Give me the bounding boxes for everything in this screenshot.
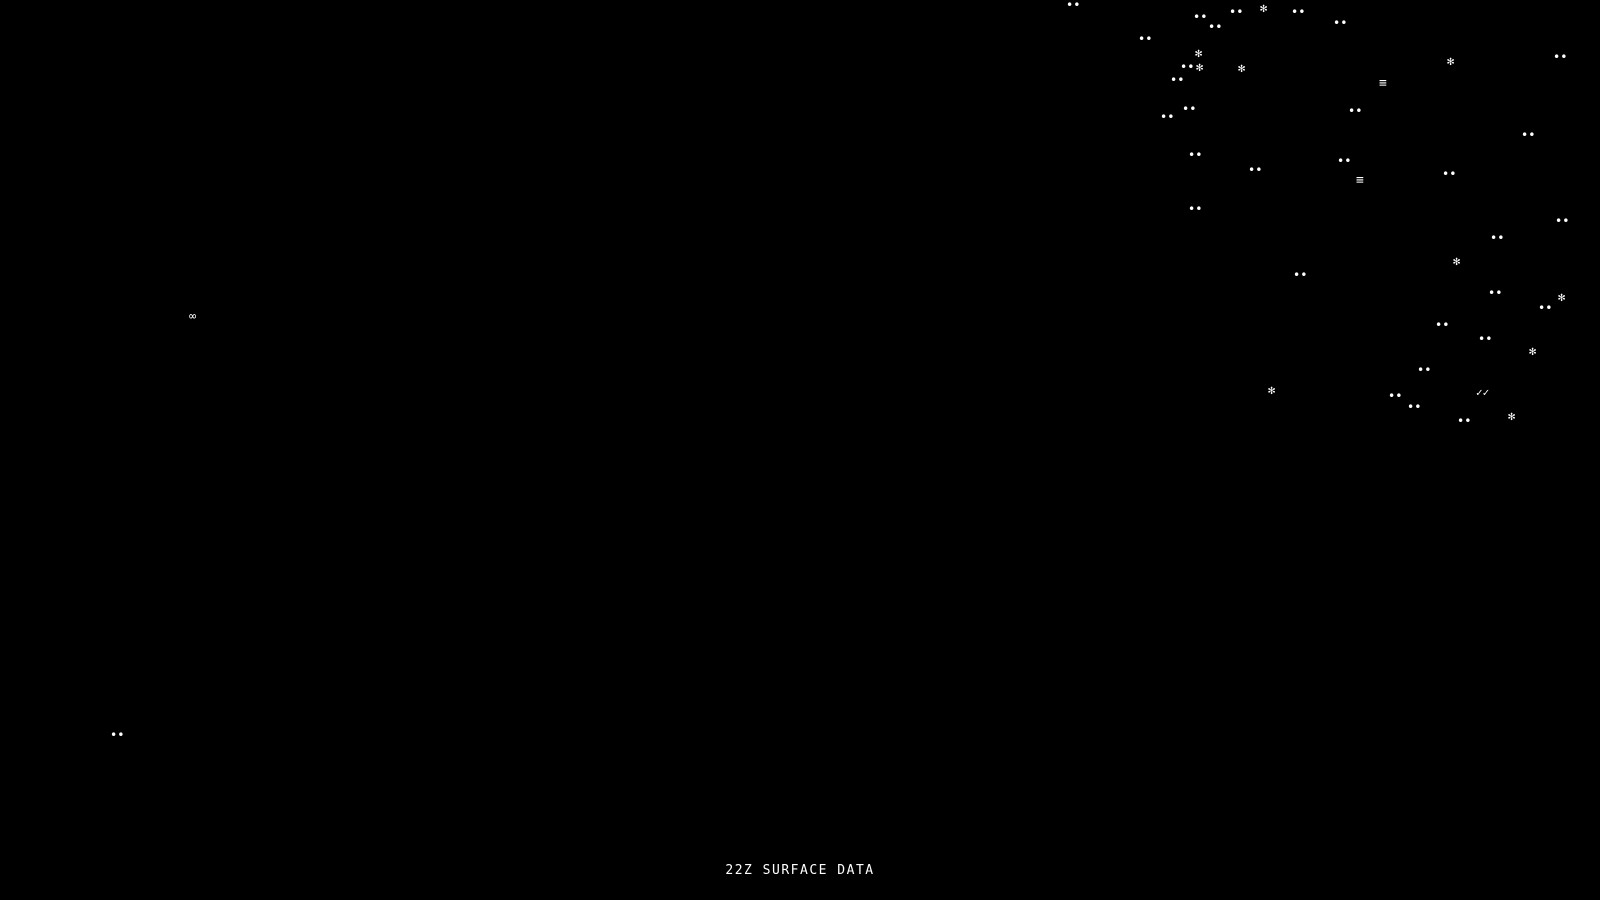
- station-rain-11: ••: [1348, 104, 1363, 118]
- station-rain-7: ••: [1138, 32, 1153, 46]
- station-rain-17: ••: [1248, 163, 1263, 177]
- station-rain-5: ••: [1291, 5, 1306, 19]
- station-snow-8: ✻: [1529, 344, 1537, 358]
- station-rain-29: ••: [1407, 400, 1422, 414]
- station-snow-2: ✻: [1195, 46, 1203, 60]
- station-rain-9: ••: [1553, 50, 1568, 64]
- station-rain-4: ••: [1229, 5, 1244, 19]
- station-rain-31: ••: [110, 728, 125, 742]
- station-rain-3: ••: [1208, 20, 1223, 34]
- station-snow-5: ✻: [1447, 54, 1455, 68]
- station-fog-1: ≡: [1379, 76, 1387, 91]
- station-rain-27: ••: [1417, 363, 1432, 377]
- station-rain-28: ••: [1388, 389, 1403, 403]
- station-rain-19: ••: [1188, 202, 1203, 216]
- station-rain-6: ••: [1333, 16, 1348, 30]
- station-rain-1: ••: [1066, 0, 1081, 12]
- station-snow-4: ✻: [1238, 61, 1246, 75]
- station-rain-16: ••: [1337, 154, 1352, 168]
- station-rain-25: ••: [1435, 318, 1450, 332]
- station-smoke-1: ✓✓: [1476, 386, 1490, 399]
- station-rain-22: ••: [1293, 268, 1308, 282]
- station-snow-10: ✻: [1508, 409, 1516, 423]
- station-rain-18: ••: [1442, 167, 1457, 181]
- station-rain-15: ••: [1188, 148, 1203, 162]
- station-rain-30: ••: [1457, 414, 1472, 428]
- station-snow-3: ✻: [1196, 60, 1204, 74]
- station-rain-24: ••: [1538, 301, 1553, 315]
- station-rain-14: ••: [1521, 128, 1536, 142]
- station-fog-2: ≡: [1356, 173, 1364, 188]
- station-rain-13: ••: [1160, 110, 1175, 124]
- station-rain-23: ••: [1488, 286, 1503, 300]
- station-snow-6: ✻: [1453, 254, 1461, 268]
- station-rain-21: ••: [1490, 231, 1505, 245]
- station-rain-26: ••: [1478, 332, 1493, 346]
- station-haze-1: ∞: [189, 309, 197, 323]
- station-rain-10: ••: [1170, 73, 1185, 87]
- map-title: 22Z SURFACE DATA: [725, 863, 875, 878]
- station-rain-8: ••: [1180, 60, 1195, 74]
- station-rain-20: ••: [1555, 214, 1570, 228]
- station-rain-12: ••: [1182, 102, 1197, 116]
- station-snow-7: ✻: [1558, 290, 1566, 304]
- station-rain-2: ••: [1193, 10, 1208, 24]
- station-snow-9: ✻: [1268, 383, 1276, 397]
- station-snow-1: ✻: [1260, 1, 1268, 15]
